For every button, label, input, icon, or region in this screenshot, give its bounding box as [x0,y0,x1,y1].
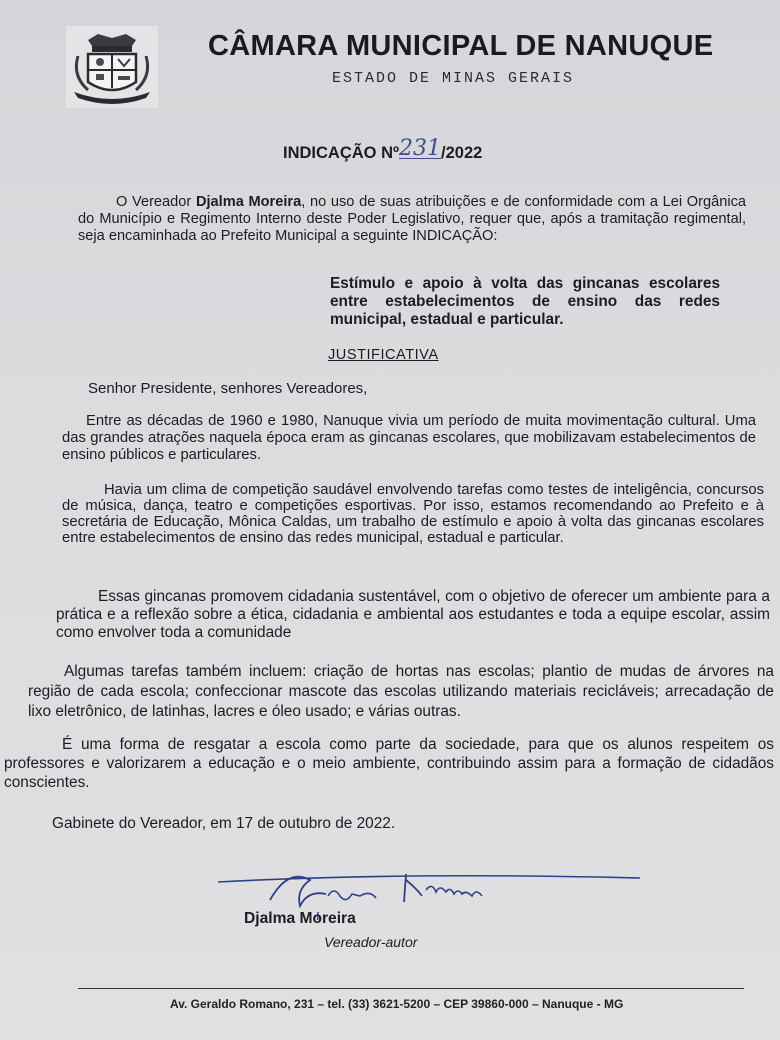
intro-before-name: O Vereador [116,194,196,210]
footer-address: Av. Geraldo Romano, 231 – tel. (33) 3621-5200 – CEP 39860-000 – Nanuque - MG [170,997,624,1011]
document-title [283,136,483,163]
intro-paragraph [78,194,746,245]
title-number: 231 [399,136,442,161]
salutation: Senhor Presidente, senhores Vereadores, [88,380,368,397]
place-and-date: Gabinete do Vereador, em 17 de outubro de 2022. [52,815,396,832]
signer-name: Djalma Moreira [244,910,356,927]
intro-after-name: , no uso de suas atribuições e de conformidade com a Lei Orgânica do Município e Regimento Interno deste Poder Legislativo, requer que, após a tramitação regimental, seja encaminhada ao Prefeito Municipal a seguinte INDICAÇÃO: [78,194,746,244]
justification-heading: JUSTIFICATIVA [328,347,439,363]
title-suffix: /2022 [441,144,483,162]
justification-paragraph-5: É uma forma de resgatar a escola como parte da sociedade, para que os alunos respeitem os professores e valorizarem a educação e o meio ambiente, contribuindo assim para a formação de cidadãos conscientes. [4,736,774,791]
title-prefix: INDICAÇÃO Nº [283,144,400,162]
justification-paragraph-1: Entre as décadas de 1960 e 1980, Nanuque vivia um período de muita movimentação cultural. Uma das grandes atrações naquela época eram as gincanas escolares, que mobilizavam estabelecimentos de ensino públicos e particulares. [62,413,756,463]
justification-paragraph-3: Essas gincanas promovem cidadania sustentável, com o objetivo de oferecer um ambiente para a prática e a reflexão sobre a ética, cidadania e ambiental aos estudantes e toda a equipe escolar, assim como envolver toda a comunidade [56,588,770,641]
signature-block [200,860,660,970]
justification-paragraph-2: Havia um clima de competição saudável envolvendo tarefas como testes de inteligência, concursos de música, dança, teatro e competições esportivas. Por isso, estamos recomendando ao Prefeito e à secretária de Educação, Mônica Caldas, um trabalho de estímulo e apoio à volta das gincanas escolares entre estabelecimentos de ensino das redes municipal, estadual e particular. [62,482,764,546]
signer-role: Vereador-autor [324,934,418,950]
org-state: ESTADO DE MINAS GERAIS [332,70,575,87]
indication-subject: Estímulo e apoio à volta das gincanas escolares entre estabelecimentos de ensino das redes municipal, estadual e particular. [330,275,720,328]
footer-divider [78,988,744,989]
org-name: CÂMARA MUNICIPAL DE NANUQUE [208,30,714,62]
intro-councilman-name: Djalma Moreira [195,194,302,210]
municipal-coat-of-arms-icon [66,26,158,108]
justification-paragraph-4: Algumas tarefas também incluem: criação de hortas nas escolas; plantio de mudas de árvores na região de cada escola; confeccionar mascote das escolas utilizando materiais recicláveis; arrecadação de lixo eletrônico, de latinhas, lacres e óleo usado; e várias outras. [28,663,774,720]
